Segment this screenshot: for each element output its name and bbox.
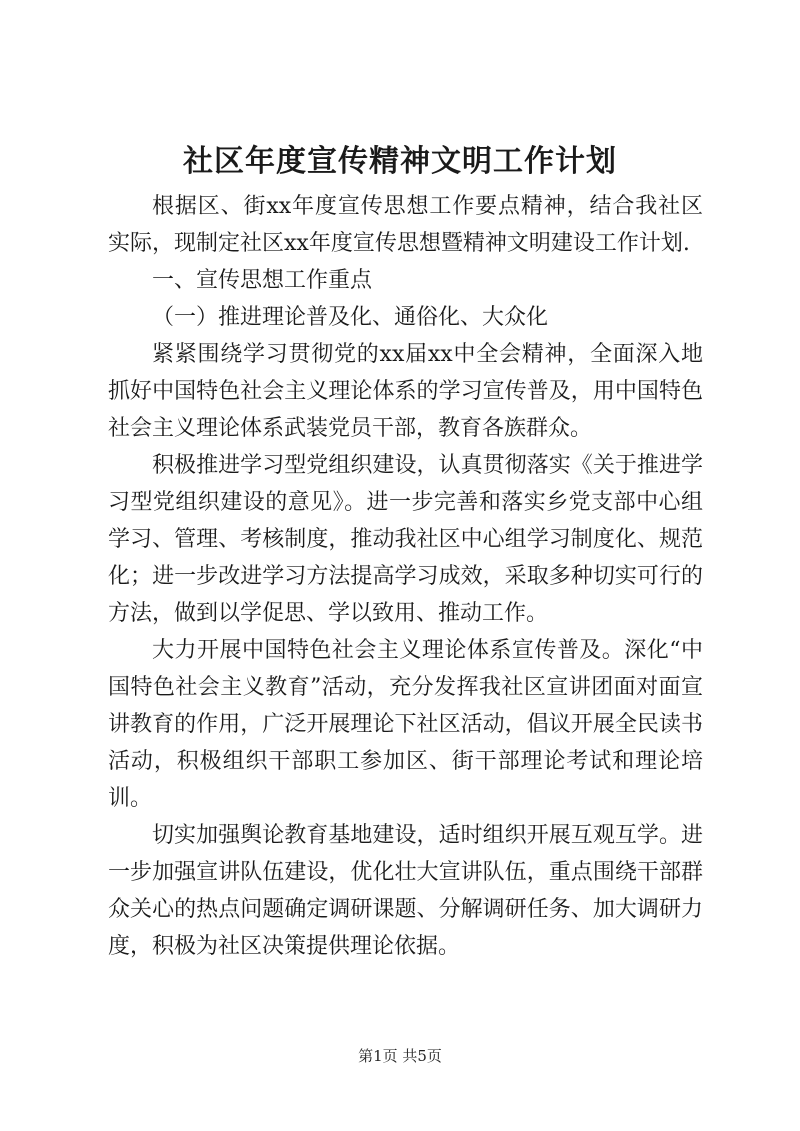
paragraph-education-base: 切实加强舆论教育基地建设，适时组织开展互观互学。进一步加强宣讲队伍建设，优化壮大宣讲队伍，重点围绕干部群众关心的热点问题确定调研课题、分解调研任务、加大调研力度，积极为社区决策提供理论依据。 [108,823,703,959]
page-number: 第1页 共5页 [358,1047,442,1065]
paragraph-party-organization: 积极推进学习型党组织建设，认真贯彻落实《关于推进学习型党组织建设的意见》。进一步完善和落实乡党支部中心组学习、管理、考核制度，推动我社区中心组学习制度化、规范化；进一步改进学习方法提高学习成效，采取多种切实可行的方法，做到以学促思、学以致用、推动工作。 [108,453,703,626]
paragraph-intro: 根据区、街xx年度宣传思想工作要点精神，结合我社区实际，现制定社区xx年度宣传思想暨精神文明建设工作计划. [108,194,703,256]
subsection-heading: （一）推进理论普及化、通俗化、大众化 [152,305,549,330]
section-heading: 一、宣传思想工作重点 [152,268,373,293]
document-body [108,188,703,965]
paragraph-study: 紧紧围绕学习贯彻党的xx届xx中全会精神，全面深入地抓好中国特色社会主义理论体系的学习宣传普及，用中国特色社会主义理论体系武装党员干部，教育各族群众。 [108,342,703,441]
document-title: 社区年度宣传精神文明工作计划 [183,144,617,179]
paragraph-theory-promotion: 大力开展中国特色社会主义理论体系宣传普及。深化“中国特色社会主义教育”活动，充分发挥我社区宣讲团面对面宣讲教育的作用，广泛开展理论下社区活动，倡议开展全民读书活动，积极组织干部职工参加区、街干部理论考试和理论培训。 [108,638,703,811]
